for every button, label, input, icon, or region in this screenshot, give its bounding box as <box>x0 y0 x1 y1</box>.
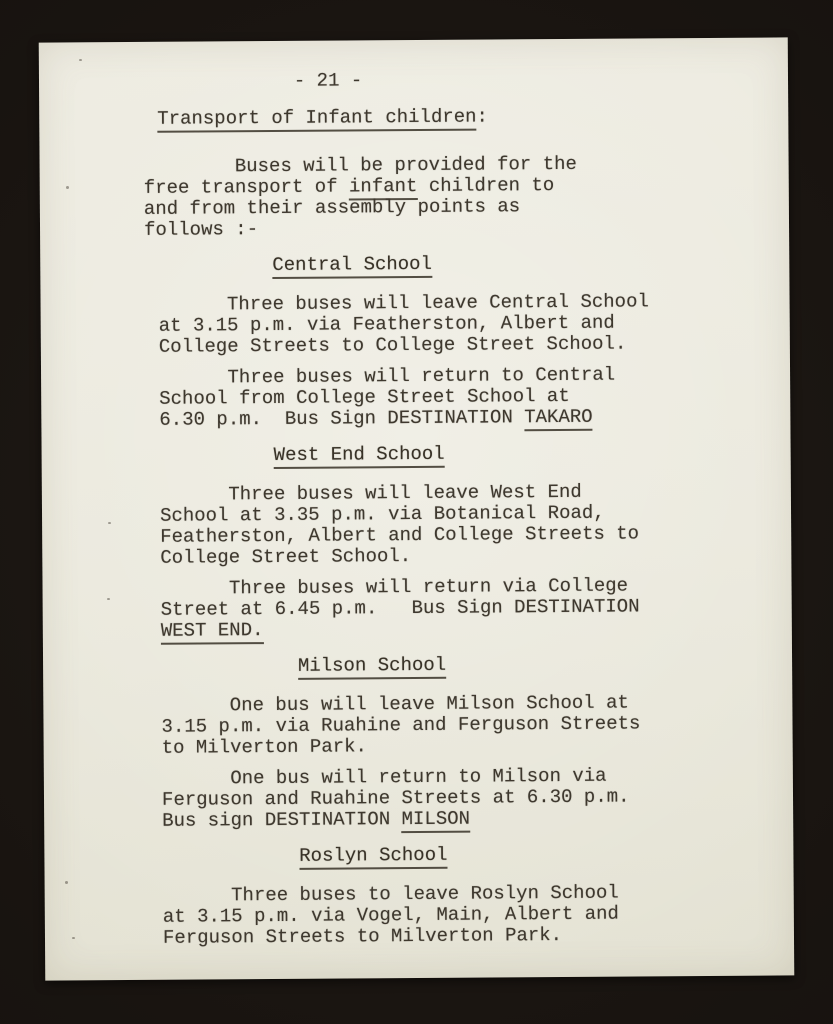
underlined-text: Roslyn School <box>299 844 447 870</box>
text-line <box>144 215 789 241</box>
text-line <box>159 405 790 430</box>
paper-speck <box>108 522 111 524</box>
text-segment: Featherston, Albert and College Streets to <box>160 522 640 548</box>
text-segment: School from College Street School at <box>159 384 570 410</box>
paragraph <box>163 881 794 948</box>
paper-speck <box>65 881 68 884</box>
text-segment: School at 3.35 p.m. via Botanical Road, <box>159 501 605 527</box>
text-segment: College Streets to College Street School. <box>158 332 627 358</box>
text-line <box>163 923 794 948</box>
document-title <box>157 104 788 129</box>
paragraph <box>162 764 793 831</box>
text-segment: at 3.15 p.m. via Vogel, Main, Albert and <box>162 902 619 928</box>
text-segment: Three buses will leave West End <box>159 480 582 506</box>
text-segment: 6.30 p.m. Bus Sign DESTINATION <box>159 406 525 431</box>
text-segment: Ferguson and Ruahine Streets at 6.30 p.m. <box>161 785 630 811</box>
text-segment: Street at 6.45 p.m. Bus Sign DESTINATION <box>160 595 640 621</box>
section-heading <box>160 441 791 466</box>
text-segment <box>161 655 298 678</box>
text-line <box>157 67 788 92</box>
paragraph <box>158 290 789 357</box>
text-segment: Bus sign DESTINATION <box>162 808 402 832</box>
text-line <box>157 104 788 129</box>
text-segment <box>162 845 299 868</box>
text-segment: Three buses will leave Central School <box>158 290 649 316</box>
text-segment: - 21 - <box>156 69 363 93</box>
paper-speck <box>107 598 110 600</box>
underlined-text: WEST END. <box>161 619 264 645</box>
section-heading <box>158 251 789 276</box>
text-line <box>160 441 791 466</box>
text-line <box>160 543 791 568</box>
text-segment: follows :- <box>143 218 259 241</box>
underlined-text: MILSON <box>402 808 471 833</box>
text-segment: Three buses to leave Roslyn School <box>162 881 619 907</box>
underlined-text: TAKARO <box>524 406 593 431</box>
text-line <box>161 652 792 677</box>
paper-page <box>39 37 795 980</box>
underlined-text: infant <box>349 175 418 200</box>
text-segment: at 3.15 p.m. via Featherston, Albert and <box>158 311 615 337</box>
paragraph <box>144 152 790 241</box>
underlined-text: Central School <box>272 253 432 279</box>
text-line <box>158 251 789 276</box>
section-heading <box>161 652 792 677</box>
text-segment <box>160 444 274 467</box>
text-segment: College Street School. <box>160 545 412 569</box>
text-segment: Three buses will return to Central <box>159 363 616 389</box>
paper-speck <box>66 186 69 189</box>
text-line <box>162 842 793 867</box>
document-blocks <box>143 67 794 949</box>
text-segment: Buses will be provided for the <box>143 152 577 178</box>
text-line <box>159 332 790 357</box>
text-segment: children to <box>417 174 555 197</box>
text-line <box>162 806 793 831</box>
text-line <box>162 733 793 758</box>
text-segment: : <box>476 105 489 128</box>
text-segment: and from their assembly points as <box>143 195 521 220</box>
paragraph <box>161 691 792 758</box>
paragraph <box>160 480 792 568</box>
paper-speck <box>79 59 82 61</box>
underlined-text: Milson School <box>298 654 446 680</box>
paragraph <box>159 363 790 430</box>
text-segment: One bus will return to Milson via <box>161 764 607 790</box>
text-segment: 3.15 p.m. via Ruahine and Ferguson Streets <box>161 712 641 738</box>
text-line <box>161 616 792 641</box>
text-segment: free transport of <box>143 175 350 199</box>
text-segment: One bus will leave Milson School at <box>161 691 629 717</box>
text-segment: to Milverton Park. <box>161 735 367 759</box>
underlined-text: West End School <box>274 443 445 469</box>
page-number <box>157 67 788 92</box>
section-heading <box>162 842 793 867</box>
text-segment: Three buses will return via College <box>160 574 629 600</box>
text-segment: Ferguson Streets to Milverton Park. <box>162 923 563 949</box>
underlined-text: Transport of Infant children <box>157 106 476 133</box>
text-segment <box>158 254 272 277</box>
paragraph <box>160 574 791 641</box>
paper-speck <box>72 937 75 939</box>
